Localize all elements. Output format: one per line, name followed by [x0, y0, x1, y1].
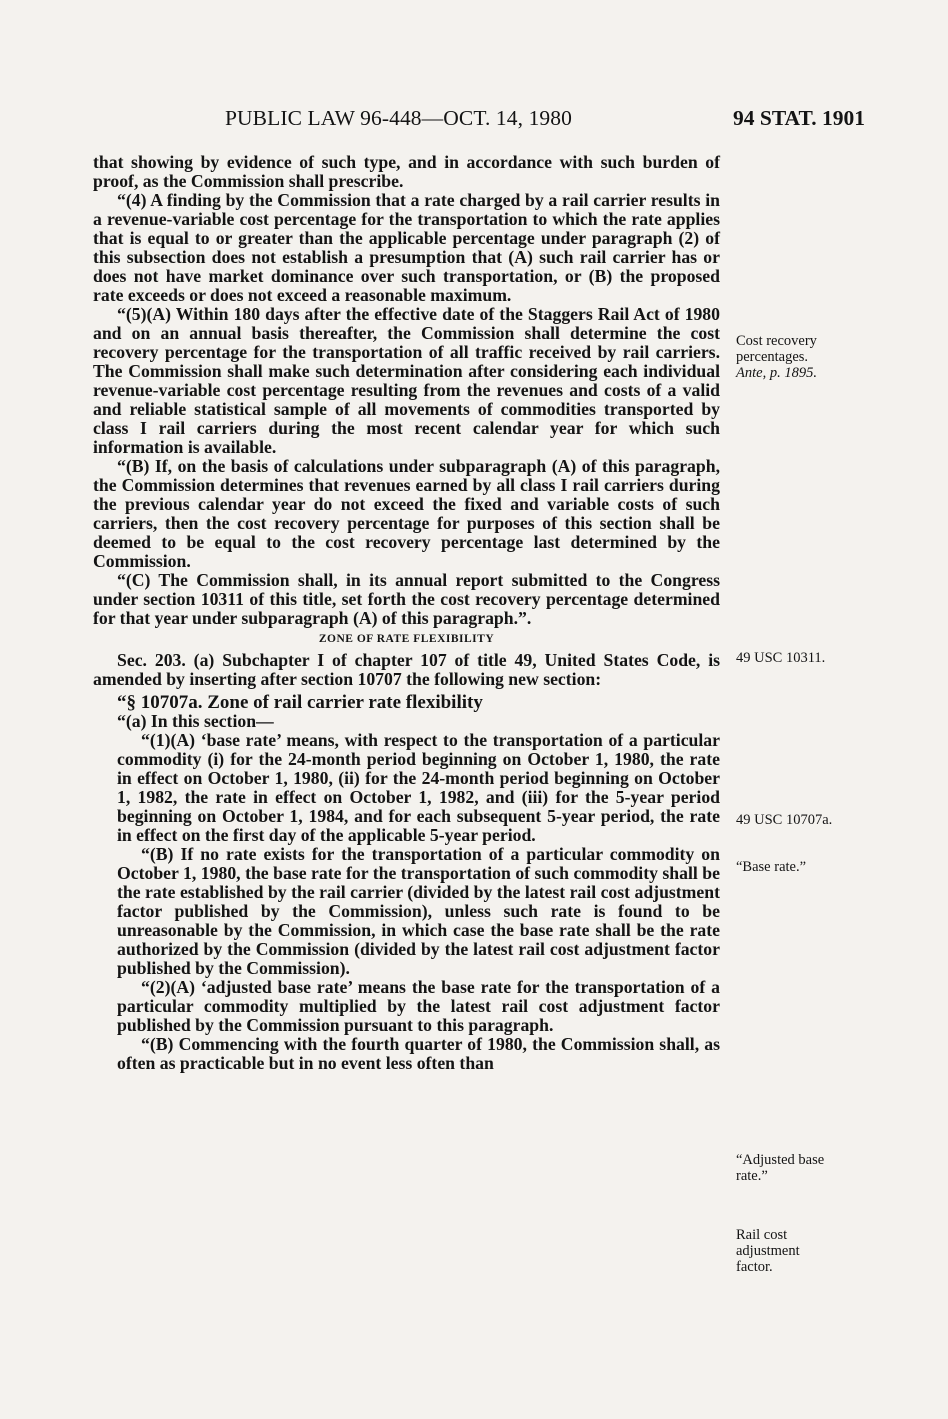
- statute-page-number: 94 STAT. 1901: [732, 106, 865, 130]
- section-10707a-heading: “§ 10707a. Zone of rail carrier rate flexibility: [117, 692, 483, 713]
- subsection-a: “(a) In this section—: [117, 711, 274, 731]
- section-203: Sec. 203. (a) Subchapter I of chapter 107 of title 49, United States Code, is amended by inserting after section 10707 the following new section:: [93, 650, 720, 689]
- section-heading-zone: ZONE OF RATE FLEXIBILITY: [318, 633, 495, 645]
- paragraph-2a: “(2)(A) ‘adjusted base rate’ means the base rate for the transportation of a particular commodity multiplied by the latest rail cost adjustment factor published by the Commission pursuant to this paragraph.: [117, 977, 720, 1035]
- paragraph-2b: “(B) Commencing with the fourth quarter of 1980, the Commission shall, as often as practicable but in no event less often than: [117, 1034, 720, 1073]
- running-title: PUBLIC LAW 96-448—OCT. 14, 1980: [225, 106, 572, 130]
- body-text: [93, 153, 720, 1073]
- margin-note-49usc10707a: 49 USC 10707a.: [736, 812, 833, 828]
- page-header: [95, 106, 865, 134]
- paragraph-continuation: that showing by evidence of such type, and in accordance with such burden of proof, as the Commission shall prescribe.: [93, 152, 720, 191]
- margin-note-ante: Ante, p. 1895.: [736, 365, 817, 381]
- paragraph-1a: “(1)(A) ‘base rate’ means, with respect to the transportation of a particular commodity (i) for the 24-month period beginning on October 1, 1980, the rate in effect on October 1, 1980, (ii) for the 24-month period beginning on October 1, 1982, the rate in effect on October 1, 1982, and (iii) for the 5-year period beginning on October 1, 1984, and for each subsequent 5-year period, the rate in effect on the first day of the applicable 5-year period.: [117, 730, 720, 845]
- margin-note-adjusted-base-rate: “Adjusted base rate.”: [736, 1152, 825, 1184]
- margin-note-base-rate: “Base rate.”: [736, 859, 807, 875]
- margin-note-cost-recovery: Cost recovery percentages.: [736, 333, 817, 365]
- paragraph-5a: “(5)(A) Within 180 days after the effective date of the Staggers Rail Act of 1980 and on an annual basis thereafter, the Commission shall determine the cost recovery percentage for the transportation of all traffic received by rail carriers. The Commission shall make such determination after considering each individual revenue-variable cost percentage resulting from the revenues and costs of a valid and reliable statistical sample of all movements of commodities transported by class I rail carriers during the most recent calendar year for which such information is available.: [93, 304, 720, 457]
- paragraph-5c: “(C) The Commission shall, in its annual report submitted to the Congress under section 10311 of this title, set forth the cost recovery percentage determined for that year under subparagraph (A) of this paragraph.”.: [93, 570, 720, 628]
- paragraph-1b: “(B) If no rate exists for the transportation of a particular commodity on October 1, 1980, the base rate for the transportation of such commodity shall be the rate established by the rail carrier (divided by the latest rail cost adjustment factor published by the Commission), unless such rate is found to be unreasonable by the Commission, in which case the base rate shall be the rate authorized by the Commission (divided by the latest rail cost adjustment factor published by the Commission).: [117, 844, 720, 978]
- paragraph-4: “(4) A finding by the Commission that a rate charged by a rail carrier results in a revenue-variable cost percentage for the transportation to which the rate applies that is equal to or greater than the applicable percentage under paragraph (2) of this subsection does not establish a presumption that (A) such rail carrier has or does not have market dominance over such transportation, or (B) the proposed rate exceeds or does not exceed a reasonable maximum.: [93, 190, 720, 305]
- paragraph-5b: “(B) If, on the basis of calculations under subparagraph (A) of this paragraph, the Commission determines that revenues earned by all class I rail carriers during the previous calendar year do not exceed the fixed and variable costs of such carriers, then the cost recovery percentage for purposes of this section shall be deemed to be equal to the cost recovery percentage last determined by the Commission.: [93, 456, 720, 571]
- margin-note-rail-cost-adjustment: Rail cost adjustment factor.: [736, 1227, 800, 1275]
- margin-note-49usc10311: 49 USC 10311.: [736, 650, 826, 666]
